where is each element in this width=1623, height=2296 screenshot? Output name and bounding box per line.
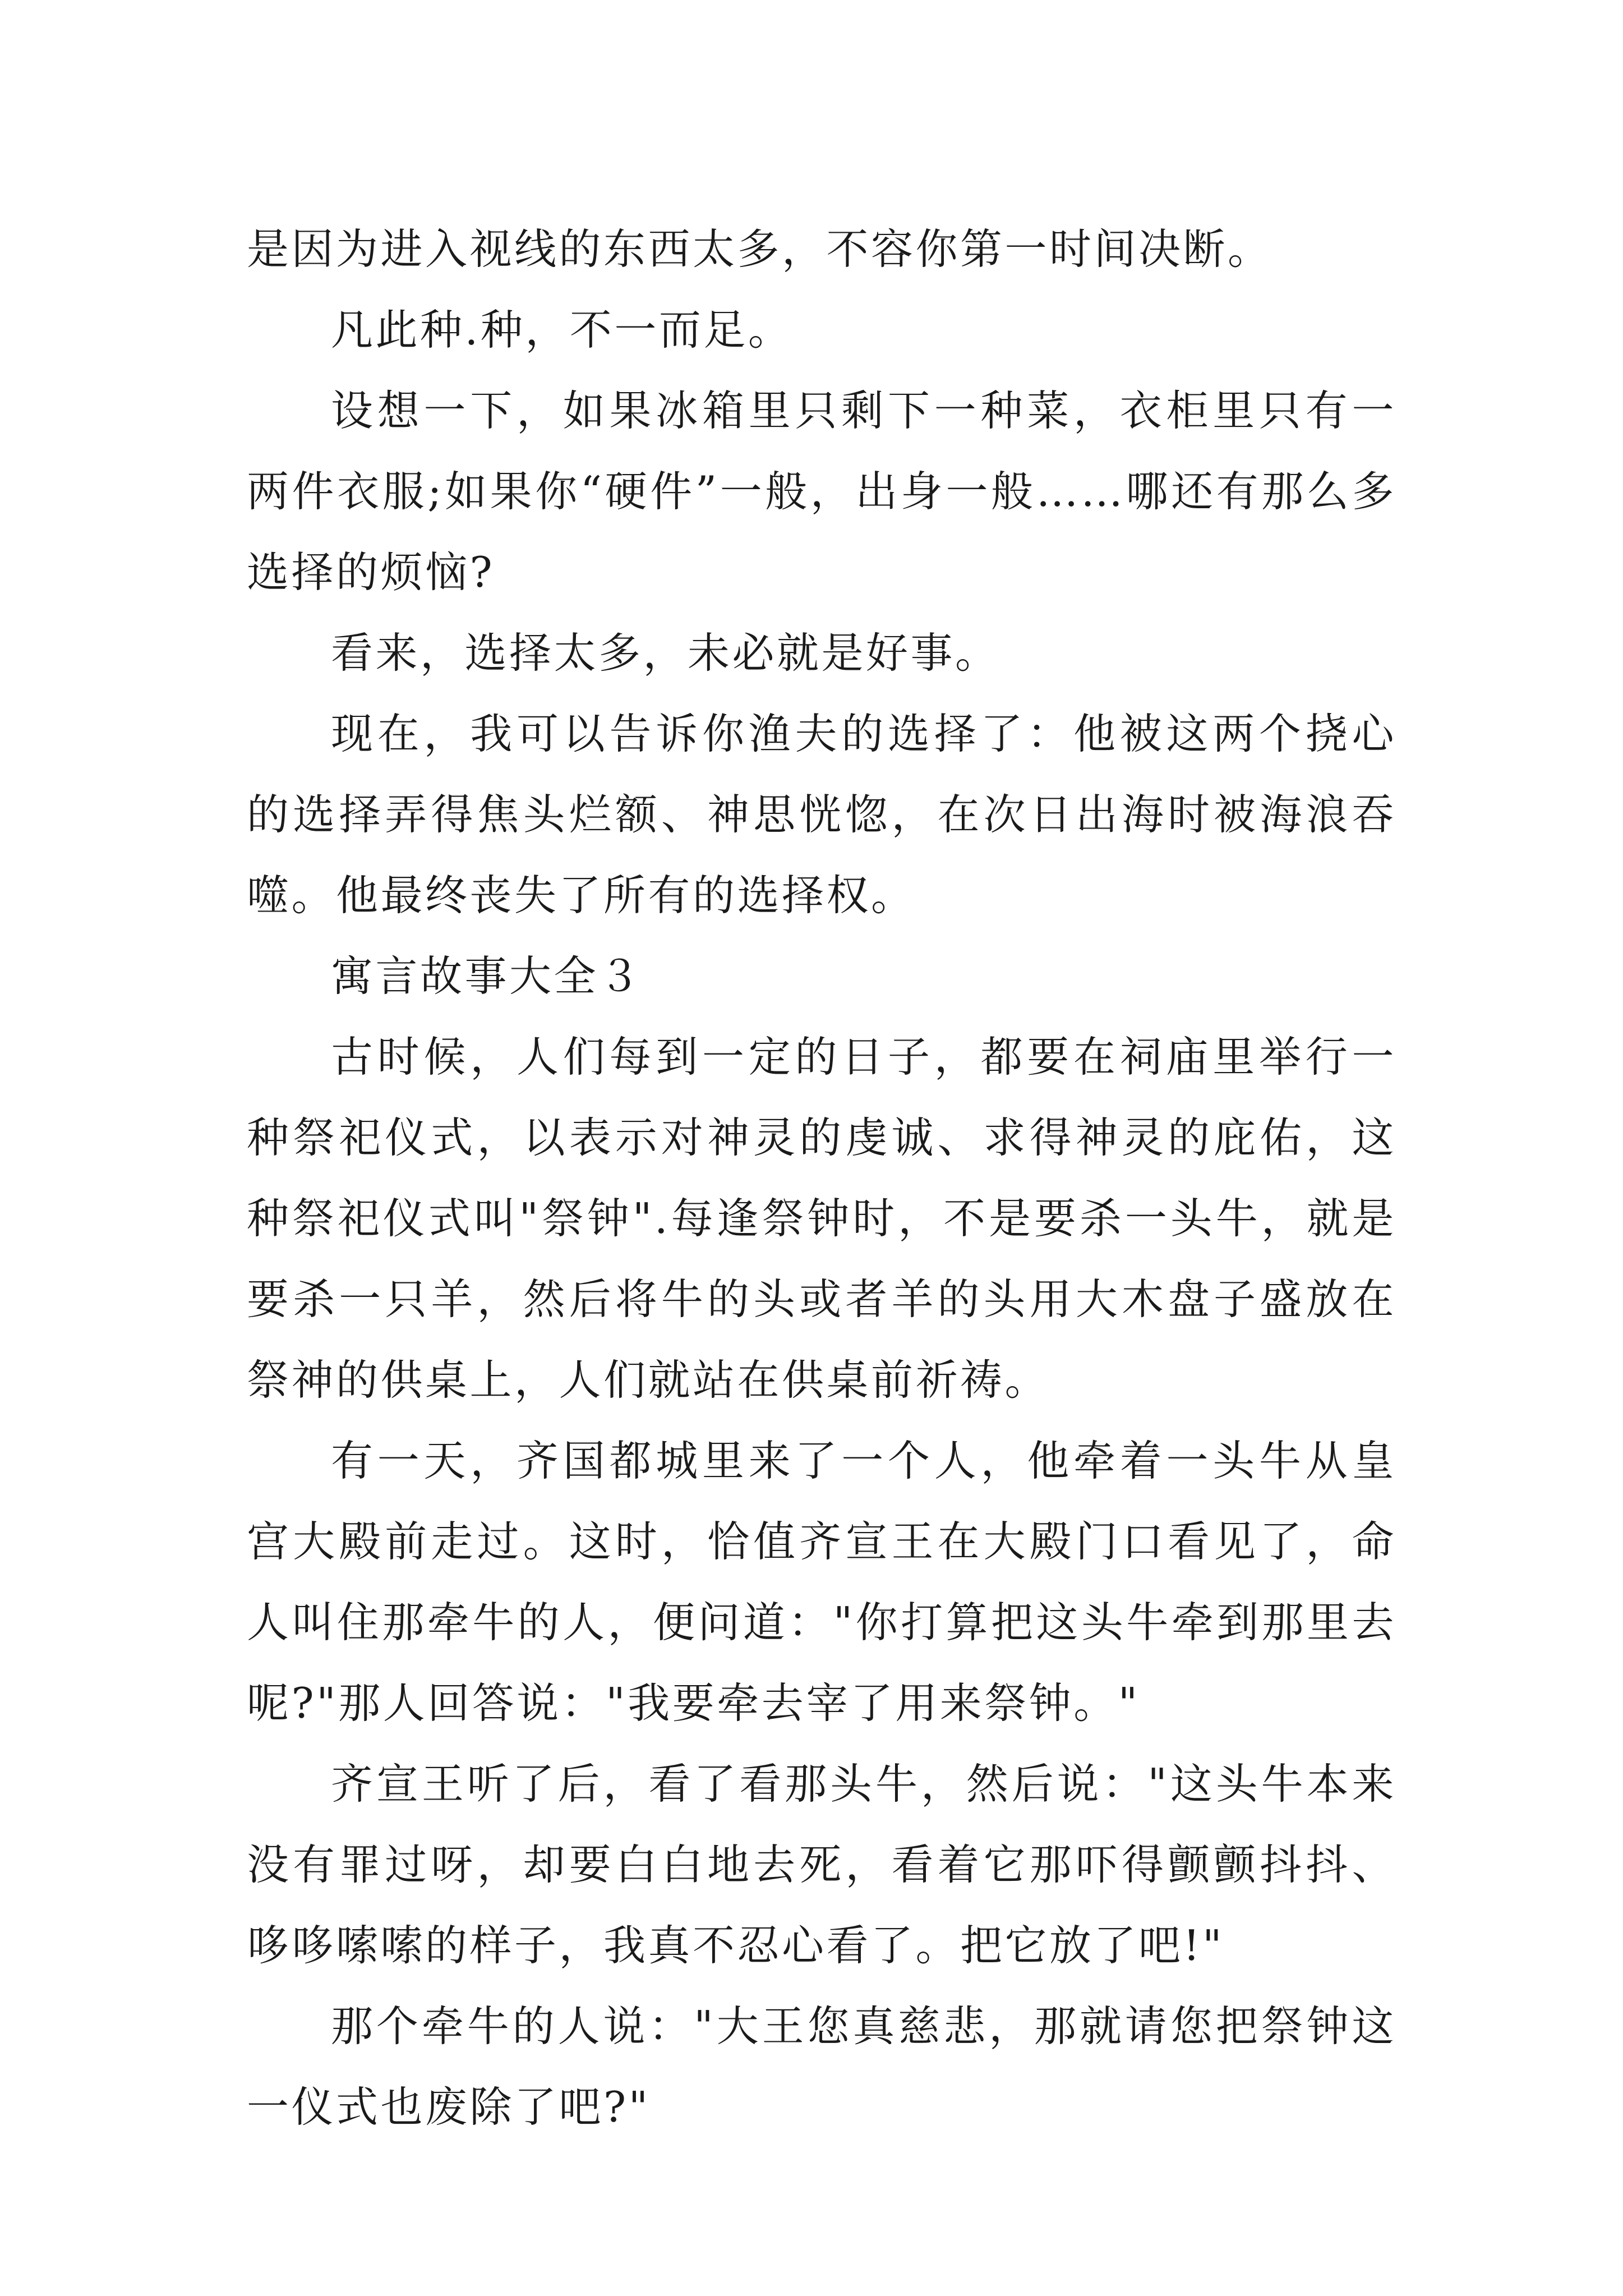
paragraph: 设想一下，如果冰箱里只剩下一种菜，衣柜里只有一两件衣服;如果你“硬件”一般，出身一般……哪还有那么多选择的烦恼? — [247, 386, 1396, 597]
document-body — [247, 209, 1396, 2147]
section-heading: 寓言故事大全３ — [331, 951, 643, 1001]
paragraph: 那个牵牛的人说："大王您真慈悲，那就请您把祭钟这一仪式也废除了吧?" — [247, 2001, 1396, 2132]
paragraph: 齐宣王听了后，看了看那头牛，然后说："这头牛本来没有罪过呀，却要白白地去死，看着它那吓得颤颤抖抖、哆哆嗦嗦的样子，我真不忍心看了。把它放了吧!" — [247, 1759, 1396, 1970]
paragraph: 古时候，人们每到一定的日子，都要在祠庙里举行一种祭祀仪式，以表示对神灵的虔诚、求得神灵的庇佑，这种祭祀仪式叫"祭钟".每逢祭钟时，不是要杀一头牛，就是要杀一只羊，然后将牛的头或者羊的头用大木盘子盛放在祭神的供桌上，人们就站在供桌前祈祷。 — [247, 1032, 1396, 1405]
paragraph: 凡此种.种，不一而足。 — [331, 305, 793, 355]
paragraph: 现在，我可以告诉你渔夫的选择了：他被这两个挠心的选择弄得焦头烂额、神思恍惚，在次日出海时被海浪吞噬。他最终丧失了所有的选择权。 — [247, 709, 1396, 920]
paragraph: 有一天，齐国都城里来了一个人，他牵着一头牛从皇宫大殿前走过。这时，恰值齐宣王在大殿门口看见了，命人叫住那牵牛的人，便问道："你打算把这头牛牵到那里去呢?"那人回答说："我要牵去宰了用来祭钟。" — [247, 1436, 1396, 1728]
paragraph: 看来，选择太多，未必就是好事。 — [331, 628, 1000, 678]
paragraph-continued: 是因为进入视线的东西太多，不容你第一时间决断。 — [247, 224, 1272, 274]
